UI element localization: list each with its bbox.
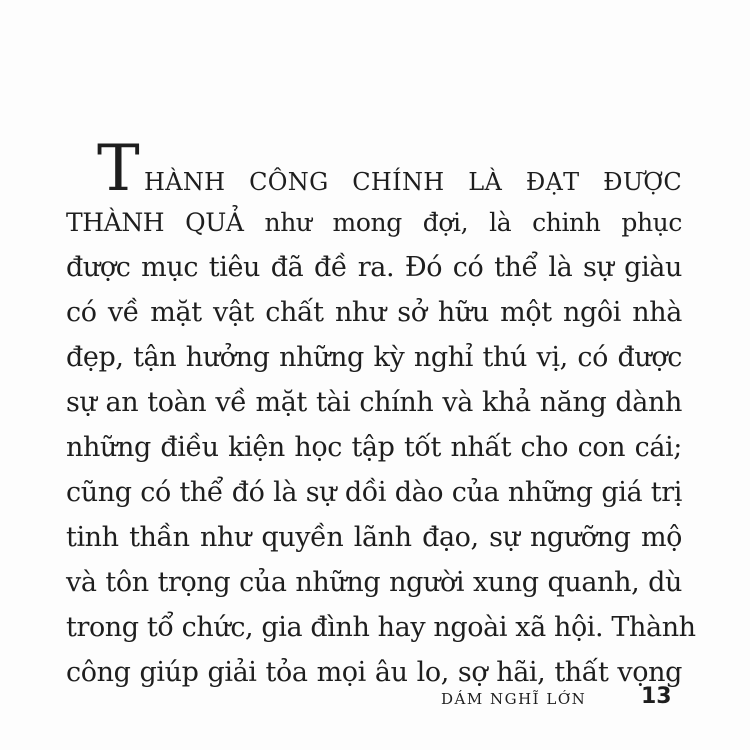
- text-line: trong tổ chức, gia đình hay ngoài xã hội. Thành: [66, 612, 696, 643]
- text-line: tinh thần như quyền lãnh đạo, sự ngưỡng mộ: [66, 522, 682, 553]
- text-line: THÀNH QUẢ như mong đợi, là chinh phục: [66, 208, 682, 237]
- text-line: đẹp, tận hưởng những kỳ nghỉ thú vị, có được: [66, 342, 682, 373]
- dropcap: T: [97, 132, 140, 206]
- text-line: công giúp giải tỏa mọi âu lo, sợ hãi, thất vọng: [66, 657, 682, 688]
- text-line: được mục tiêu đã đề ra. Đó có thể là sự giàu: [66, 252, 682, 283]
- page-number: 13: [641, 684, 672, 709]
- text-line: những điều kiện học tập tốt nhất cho con cái;: [66, 432, 682, 463]
- first-line-text: HÀNH CÔNG CHÍNH LÀ ĐẠT ĐƯỢC: [144, 168, 682, 196]
- text-line: có về mặt vật chất như sở hữu một ngôi nhà: [66, 297, 682, 328]
- first-line: [66, 132, 682, 206]
- body-text: [66, 132, 696, 695]
- text-line: sự an toàn về mặt tài chính và khả năng dành: [66, 387, 682, 418]
- running-footer-title: DÁM NGHĨ LỚN: [441, 690, 587, 708]
- text-line: và tôn trọng của những người xung quanh, dù: [66, 567, 682, 598]
- text-line: cũng có thể đó là sự dồi dào của những giá trị: [66, 477, 682, 508]
